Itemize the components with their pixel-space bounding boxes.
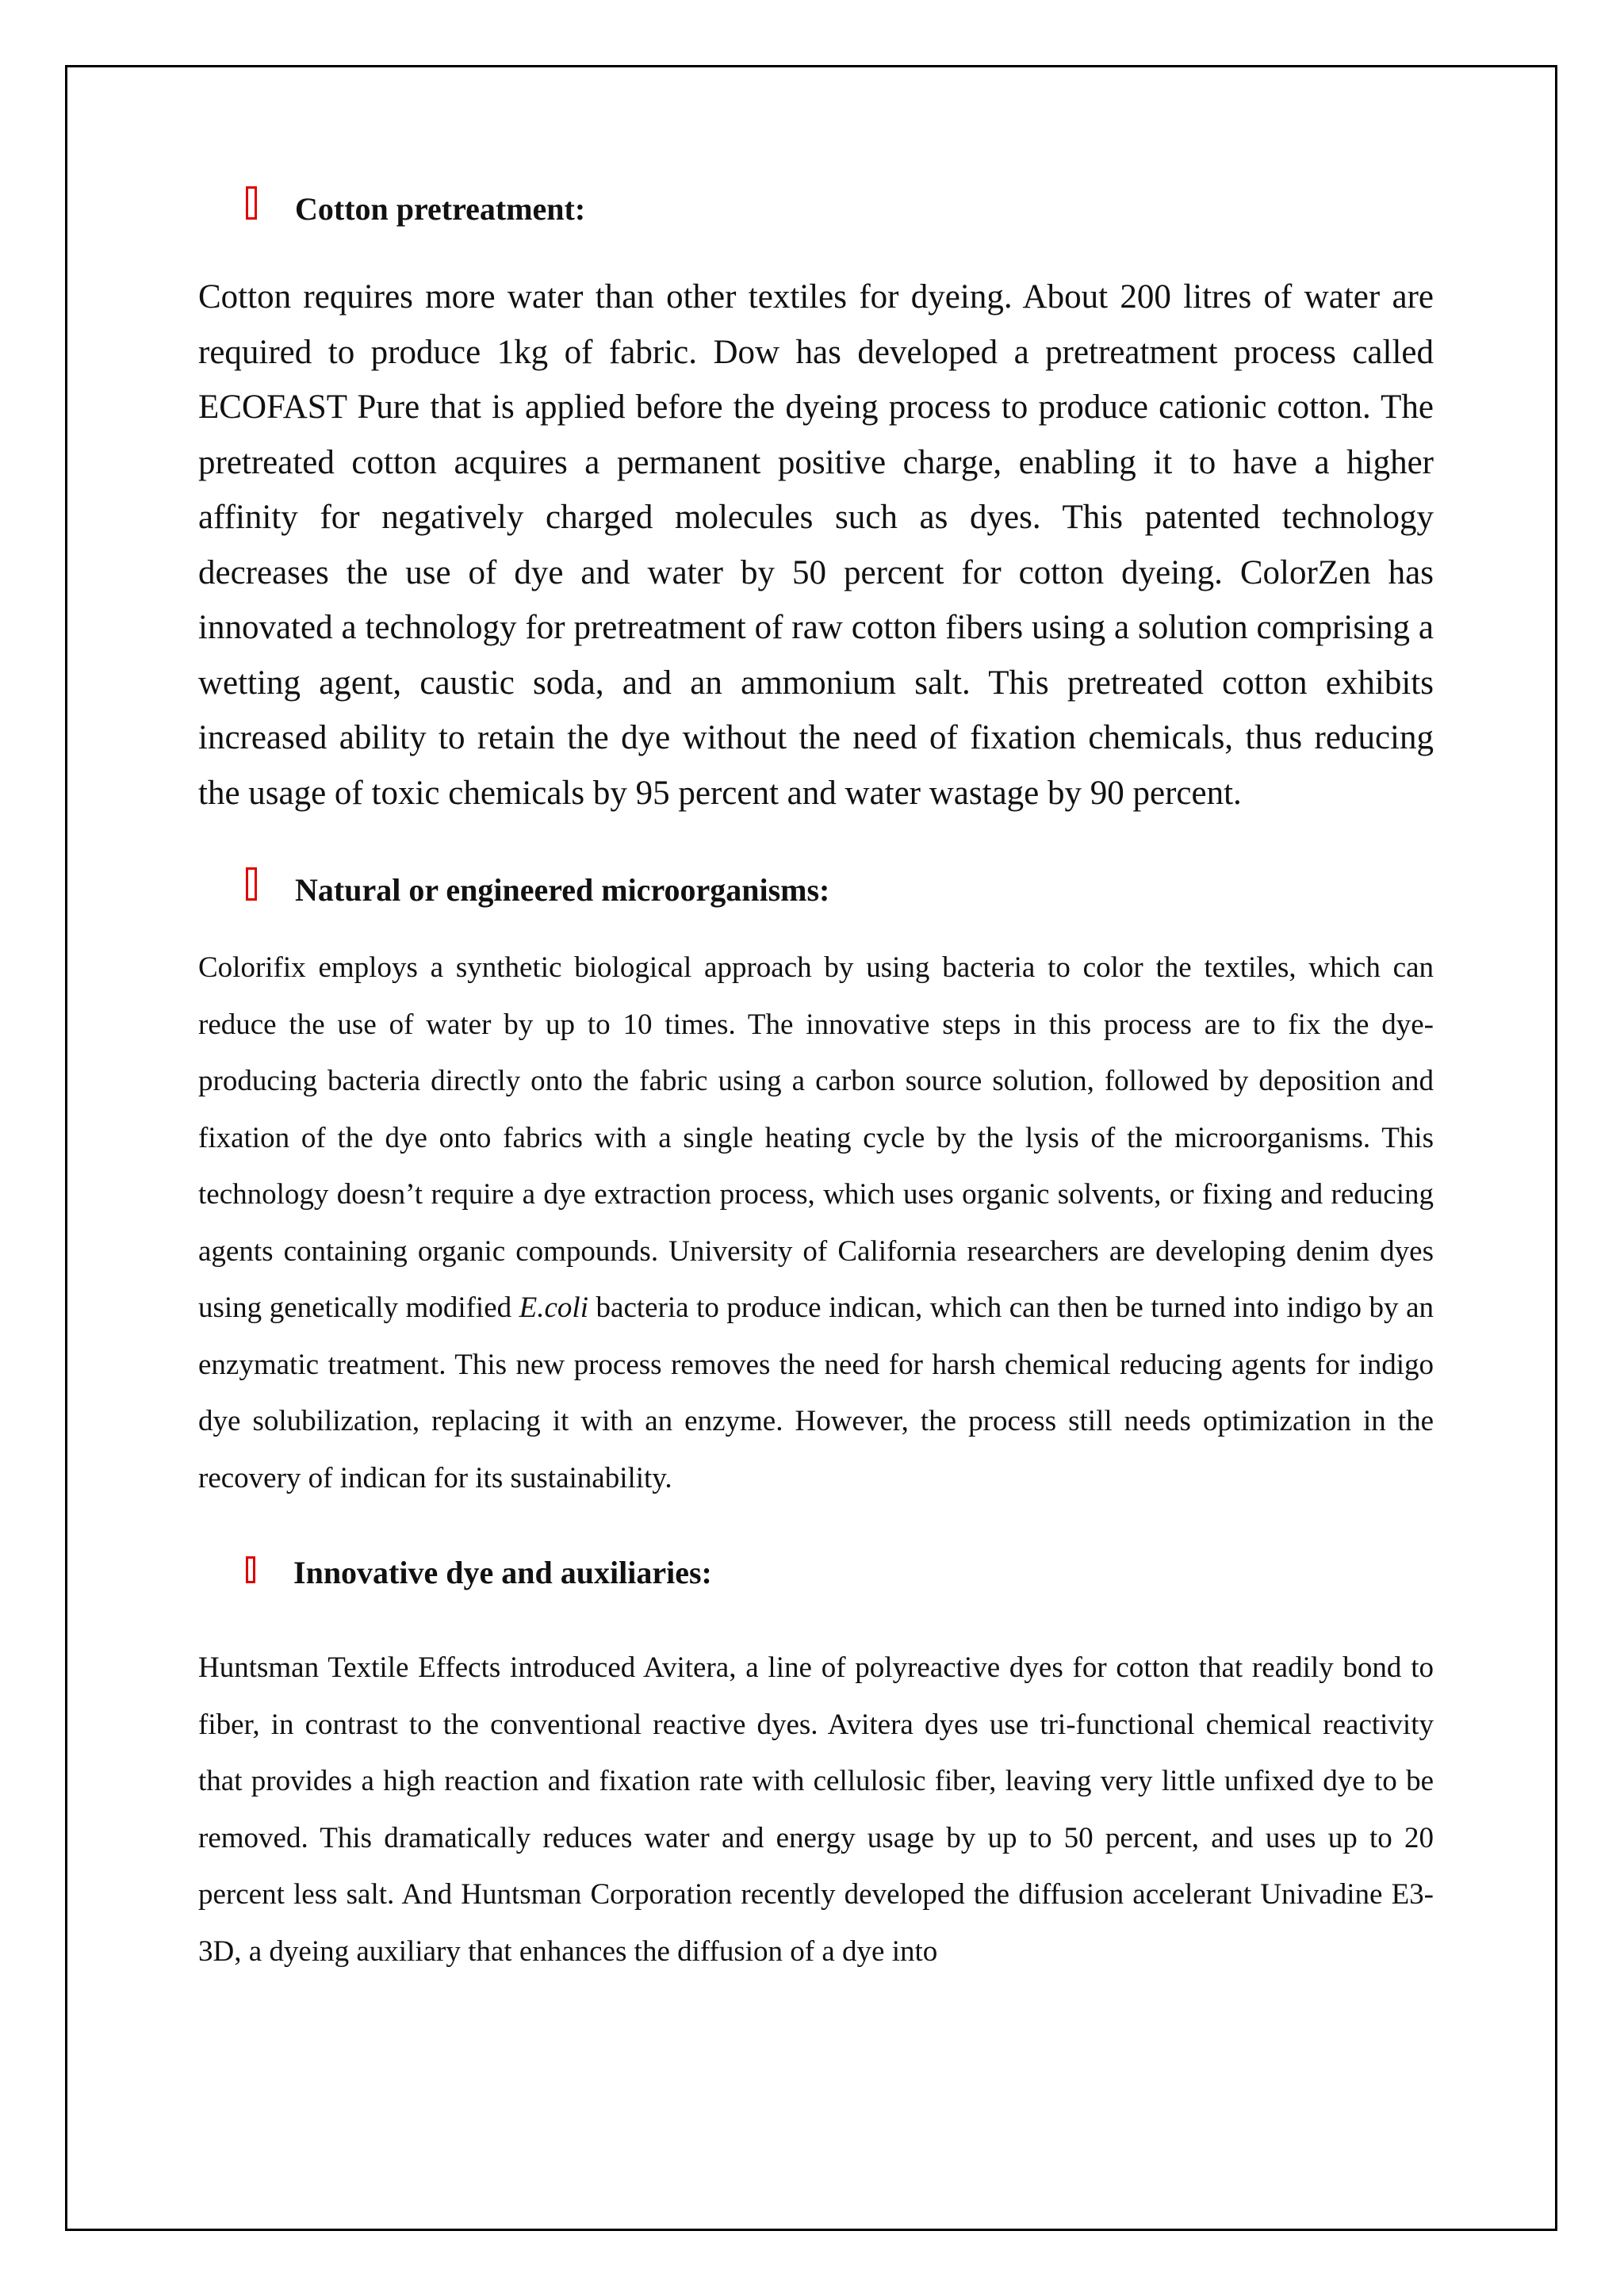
bookmark-icon (246, 186, 257, 220)
paragraph-cotton-pretreatment: Cotton requires more water than other textiles for dyeing. About 200 litres of water are required to produce 1kg of fabric. Dow has developed a pretreatment process called ECOFAST Pure that is applied before the dyeing process to produce cationic cotton. The pretreated cotton acquires a permanent positive charge, enabling it to have a higher affinity for negatively charged molecules such as dyes. This patented technology decreases the use of dye and water by 50 percent for cotton dyeing. ColorZen has innovated a technology for pretreatment of raw cotton fibers using a solution comprising a wetting agent, caustic soda, and an ammonium salt. This pretreated cotton exhibits increased ability to retain the dye without the need of fixation chemicals, thus reducing the usage of toxic chemicals by 95 percent and water wastage by 90 percent. (198, 278, 1434, 812)
section-heading-microorganisms (246, 871, 1434, 909)
bookmark-icon (246, 1556, 255, 1583)
section-heading-cotton-pretreatment (246, 190, 1434, 228)
paragraph-text: Colorifix employs a synthetic biological approach by using bacteria to color the textiles, which can reduce the use of water by up to 10 times. The innovative steps in this process are to fix the dye-producing bacteria directly onto the fabric using a carbon source solution, followed by deposition and fixation of the dye onto fabrics with a single heating cycle by the lysis of the microorganisms. This technology doesn’t require a dye extraction process, which uses organic solvents, or fixing and reducing agents containing organic compounds. University of California researchers are developing denim dyes using genetically modified (198, 951, 1434, 1324)
document-content (198, 190, 1434, 1980)
paragraph-microorganisms (198, 939, 1434, 1506)
bookmark-icon (246, 867, 257, 901)
heading-text: Cotton pretreatment: (295, 191, 586, 227)
heading-text: Innovative dye and auxiliaries: (293, 1555, 712, 1590)
heading-text: Natural or engineered microorganisms: (295, 872, 830, 908)
paragraph-text: bacteria to produce indican, which can then be turned into indigo by an enzymatic treatment. This new process removes the need for harsh chemical reducing agents for indigo dye solubilization, replacing it with an enzyme. However, the process still needs optimization in the recovery of indican for its sustainability. (198, 1292, 1434, 1494)
italic-species-name: E.coli (519, 1292, 588, 1324)
paragraph-dye-auxiliaries: Huntsman Textile Effects introduced Avitera, a line of polyreactive dyes for cotton that readily bond to fiber, in contrast to the conventional reactive dyes. Avitera dyes use tri-functional chemical reactivity that provides a high reaction and fixation rate with cellulosic fiber, leaving very little unfixed dye to be removed. This dramatically reduces water and energy usage by up to 50 percent, and uses up to 20 percent less salt. And Huntsman Corporation recently developed the diffusion accelerant Univadine E3-3D, a dyeing auxiliary that enhances the diffusion of a dye into (198, 1651, 1434, 1968)
section-heading-dye-auxiliaries (246, 1554, 1434, 1592)
